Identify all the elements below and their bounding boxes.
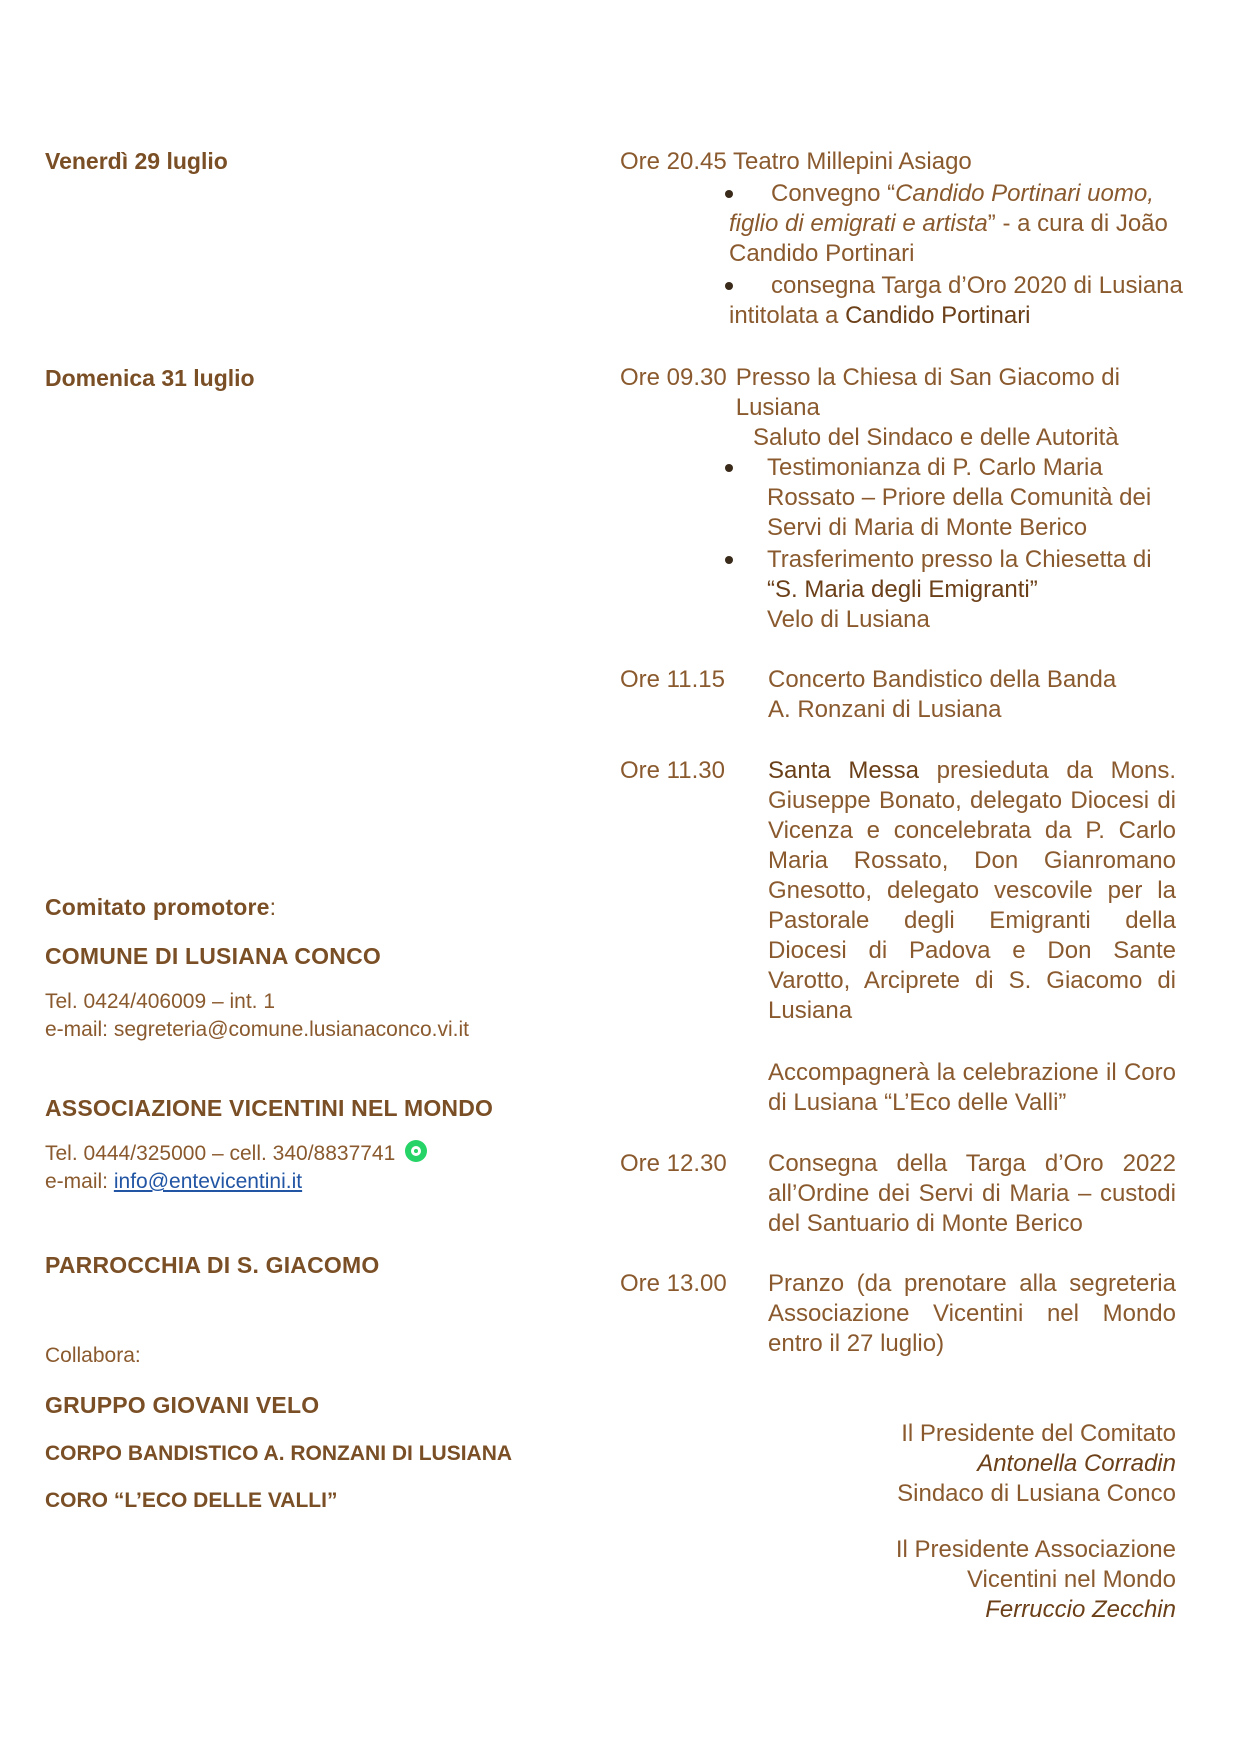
- promoter-heading: [45, 894, 276, 921]
- email-link[interactable]: info@entevicentini.it: [113, 1170, 303, 1193]
- org-comune-email: e-mail: segreteria@comune.lusianaconco.vi.it: [45, 1018, 470, 1041]
- time-1230: Ore 12.30: [620, 1150, 727, 1177]
- convegno-post: ” - a cura di João Candido Portinari: [729, 210, 1168, 267]
- collabora-label: Collabora:: [45, 1344, 141, 1367]
- text-1300: Pranzo (da prenotare alla segreteria Associazione Vicentini nel Mondo entro il 27 luglio): [768, 1270, 1176, 1357]
- friday-bullet-targa-text: [729, 271, 1185, 331]
- friday-bullet-convegno-text: [729, 179, 1185, 269]
- text-1130-coro: Accompagnerà la celebrazione il Coro di Lusiana “L’Eco delle Valli”: [768, 1059, 1176, 1116]
- sig2-role: Il Presidente Associazione: [895, 1536, 1176, 1563]
- sig2-name: Ferruccio Zecchin: [985, 1596, 1176, 1623]
- sunday-saluto: Saluto del Sindaco e delle Autorità: [753, 424, 1119, 451]
- santa-messa-label: Santa Messa: [768, 757, 920, 784]
- collab-coro: CORO “L’ECO DELLE VALLI”: [45, 1489, 338, 1512]
- friday-bullet-targa: [725, 271, 1185, 331]
- sunday-bullet-trasferimento: [725, 545, 1185, 635]
- signature-associazione: [780, 1535, 1176, 1625]
- sunday-bullet-trasferimento-text: [767, 545, 1152, 635]
- sunday-event-title: [620, 363, 1136, 423]
- promoter-label: Comitato promotore: [45, 894, 270, 920]
- signature-comitato: [780, 1419, 1176, 1509]
- sunday-bullet-testimonianza: [725, 453, 1185, 543]
- org-parrocchia-name: PARROCCHIA DI S. GIACOMO: [45, 1252, 380, 1278]
- text-1115-line2: A. Ronzani di Lusiana: [768, 696, 1002, 723]
- convegno-title: Candido Portinari uomo, figlio di emigrati e artista: [729, 180, 1154, 237]
- text-1115: [768, 665, 1116, 725]
- promoter-colon: :: [269, 894, 277, 920]
- sunday-place: Presso la Chiesa di San Giacomo di Lusiana: [735, 364, 1120, 421]
- targa-pre: consegna Targa d’Oro 2020 di Lusiana intitolata a: [729, 272, 1183, 329]
- bullet-icon: [725, 464, 733, 472]
- sunday-bullet-testimonianza-text: Testimonianza di P. Carlo Maria Rossato – Priore della Comunità dei Servi di Maria di Monte Berico: [767, 454, 1152, 541]
- collab-corpo-bandistico: CORPO BANDISTICO A. RONZANI DI LUSIANA: [45, 1442, 513, 1465]
- trasferimento-line1: Trasferimento presso la Chiesetta di: [767, 546, 1152, 573]
- sig2-org: Vicentini nel Mondo: [966, 1566, 1176, 1593]
- time-1130: Ore 11.30: [620, 757, 725, 784]
- text-1230: Consegna della Targa d’Oro 2022 all’Ordine dei Servi di Maria – custodi del Santuario di Monte Berico: [768, 1150, 1176, 1237]
- friday-event-title: Ore 20.45 Teatro Millepini Asiago: [620, 148, 972, 175]
- org-comune-tel: Tel. 0424/406009 – int. 1: [45, 990, 276, 1013]
- time-1115: Ore 11.15: [620, 666, 725, 693]
- friday-bullet-convegno: [725, 179, 1185, 269]
- org-associazione-tel: Tel. 0444/325000 – cell. 340/8837741: [45, 1142, 396, 1165]
- org-comune-name: COMUNE DI LUSIANA CONCO: [45, 943, 381, 969]
- email-prefix: e-mail:: [45, 1170, 114, 1193]
- day-friday: Venerdì 29 luglio: [45, 148, 228, 174]
- bullet-icon: [725, 556, 733, 564]
- org-associazione-name: ASSOCIAZIONE VICENTINI NEL MONDO: [45, 1095, 494, 1121]
- text-1130: [768, 756, 1176, 1026]
- convegno-pre: Convegno “: [771, 180, 896, 207]
- day-sunday: Domenica 31 luglio: [45, 365, 255, 391]
- santa-messa-details: presieduta da Mons. Giuseppe Bonato, delegato Diocesi di Vicenza e concelebrata da P. Carlo Maria Rossato, Don Gianromano Gnesotto, delegato vescovile per la Pastorale degli Emigranti della Diocesi di Padova e Don Sante Varotto, Arciprete di S. Giacomo di Lusiana: [768, 757, 1176, 1024]
- trasferimento-location: Velo di Lusiana: [767, 606, 930, 633]
- trasferimento-church: “S. Maria degli Emigranti”: [767, 576, 1038, 603]
- org-associazione-tel-row: [45, 1140, 427, 1168]
- sunday-time: Ore 09.30: [620, 364, 727, 391]
- time-1300: Ore 13.00: [620, 1270, 727, 1297]
- text-1115-line1: Concerto Bandistico della Banda: [768, 666, 1117, 693]
- sig1-title: Sindaco di Lusiana Conco: [897, 1480, 1176, 1507]
- sig1-role: Il Presidente del Comitato: [901, 1420, 1176, 1447]
- sig1-name: Antonella Corradin: [977, 1450, 1176, 1477]
- collab-gruppo-giovani: GRUPPO GIOVANI VELO: [45, 1392, 320, 1418]
- targa-recipient: Candido Portinari: [845, 302, 1031, 329]
- org-associazione-email-row: [45, 1168, 302, 1196]
- whatsapp-icon[interactable]: [405, 1140, 427, 1162]
